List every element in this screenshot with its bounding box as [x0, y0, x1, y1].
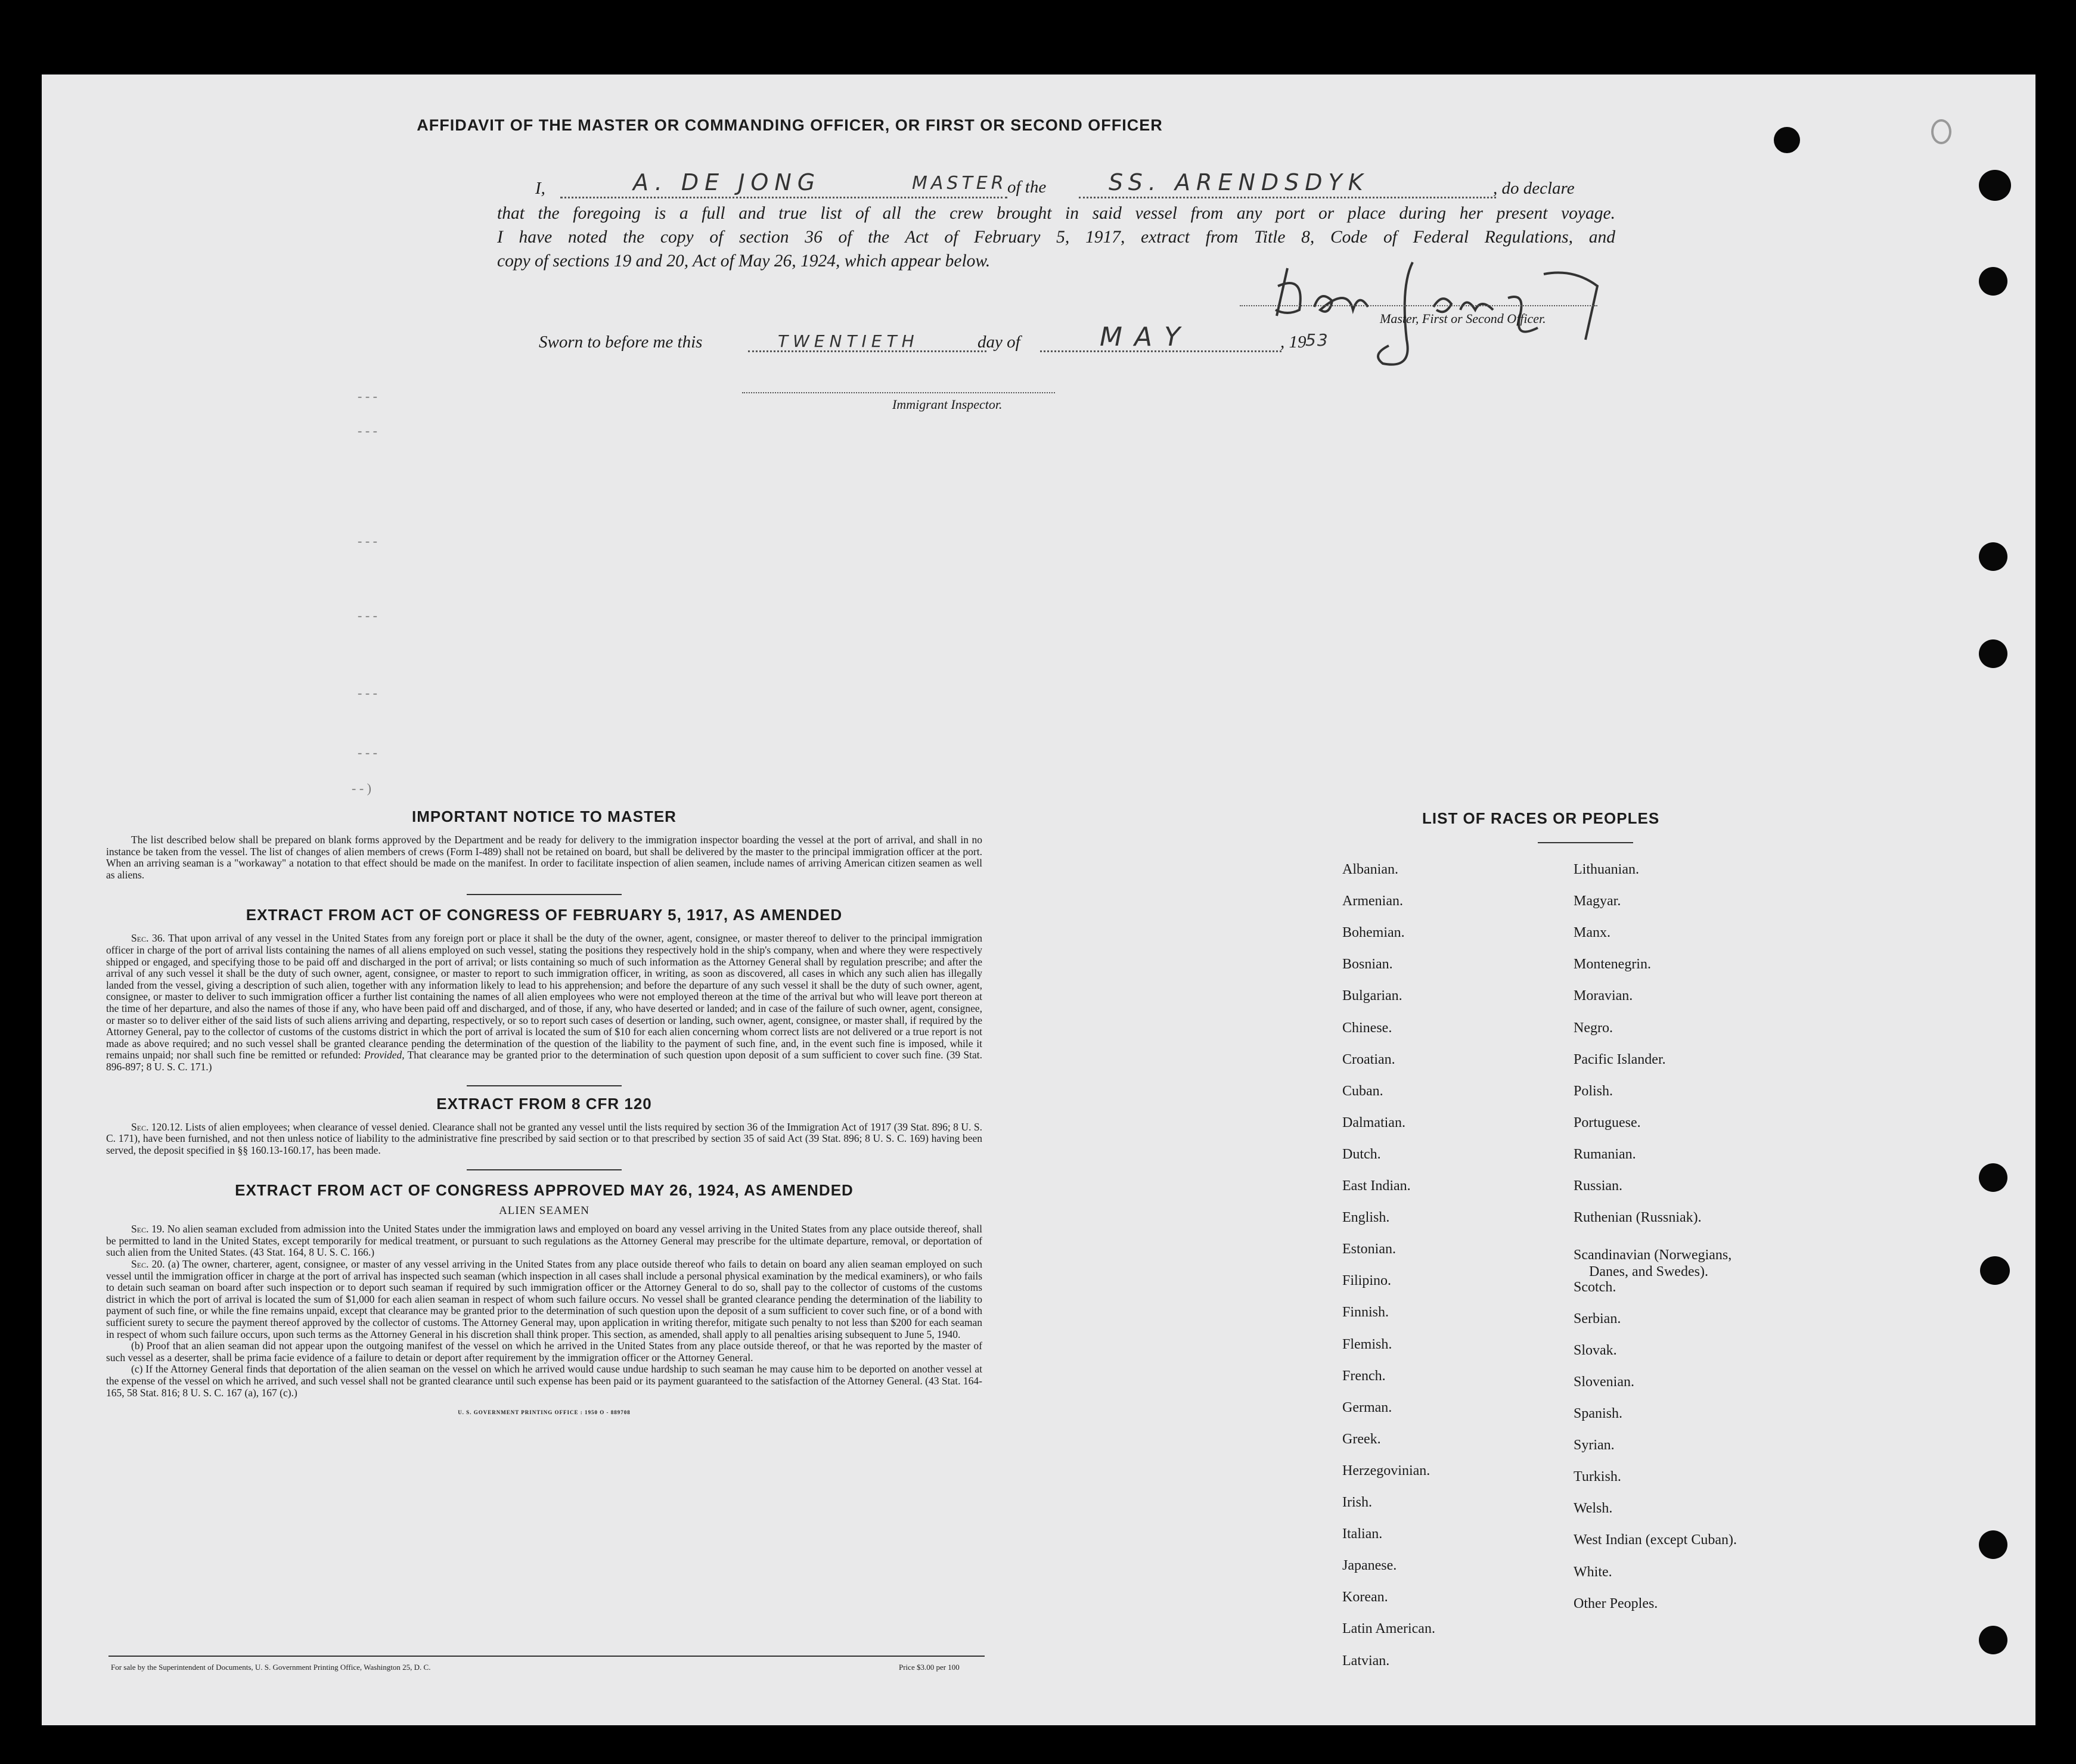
footer-left: For sale by the Superintendent of Documents, U. S. Government Printing Office, Washington 25, D. C.	[111, 1663, 431, 1672]
day-of-label: day of	[978, 333, 1020, 352]
race-item: White.	[1574, 1564, 1612, 1580]
race-item: Welsh.	[1574, 1501, 1613, 1517]
race-item: Scandinavian (Norwegians,	[1574, 1247, 1732, 1263]
race-item: Chinese.	[1342, 1020, 1392, 1036]
year-handwritten: 53	[1305, 330, 1329, 350]
race-item: Slovenian.	[1574, 1374, 1634, 1390]
race-item: Moravian.	[1574, 988, 1633, 1004]
inspector-caption: Immigrant Inspector.	[892, 397, 1003, 412]
sec-120-body: Lists of alien employees; when clearance of vessel denied. Clearance shall not be granted any vessel until the lists required by section 36 of the Immigration Act of 1917 (39 Stat. 896; 8 U. S. C. 171), have been furnished, and not then unless notice of liability to the administrative fine prescribed by said section or to that prescribed by section 35 of said Act (39 Stat. 896; 8 U. S. C. 169) having been served, the deposit specified in §§ 160.13-160.17, has been made.	[106, 1120, 982, 1156]
affidavit-i: I,	[535, 179, 545, 198]
binder-hole	[1979, 267, 2007, 296]
race-item: Negro.	[1574, 1020, 1613, 1036]
extract-1924-title: EXTRACT FROM ACT OF CONGRESS APPROVED MAY 26, 1924, AS AMENDED	[235, 1181, 854, 1200]
alien-seamen-subtitle: ALIEN SEAMEN	[499, 1204, 589, 1218]
left-column	[106, 808, 982, 1415]
sec-20-label: Sec. 20.	[131, 1258, 165, 1271]
vessel-name-handwritten: SS. ARENDSDYK	[1109, 169, 1369, 195]
race-item: Japanese.	[1342, 1558, 1397, 1574]
race-item: Bosnian.	[1342, 956, 1393, 973]
master-name-handwritten: A. DE JONG	[633, 169, 821, 195]
race-item: Flemish.	[1342, 1336, 1392, 1352]
rule	[467, 1085, 622, 1086]
race-item: Dalmatian.	[1342, 1114, 1405, 1131]
affidavit-line-4: copy of sections 19 and 20, Act of May 26, 1924, which appear below.	[497, 251, 991, 271]
race-item: West Indian (except Cuban).	[1574, 1532, 1737, 1548]
binder-hole	[1979, 1163, 2007, 1192]
races-title: LIST OF RACES OR PEOPLES	[1422, 809, 1660, 827]
affidavit-line-2: that the foregoing is a full and true list of all the crew brought in said vessel from any port or place during her present voyage.	[497, 204, 1615, 223]
binder-hole	[1979, 542, 2007, 571]
race-item: Cuban.	[1342, 1083, 1383, 1099]
of-the-label: of the	[1007, 178, 1047, 197]
race-item: German.	[1342, 1399, 1392, 1415]
race-item: Bulgarian.	[1342, 988, 1402, 1004]
margin-mark: - - -	[358, 423, 377, 438]
race-item: Danes, and Swedes).	[1589, 1264, 1708, 1280]
rank-handwritten: MASTER	[912, 173, 1007, 194]
notice-text: The list described below shall be prepared on blank forms approved by the Department and be ready for delivery to the immigration inspector boarding the vessel at the port of arrival, and shall in no instance be taken from the vessel. The list of changes of alien members of crews (Form I-489) shall not be retained on board, but shall be delivered by the master to the principal immigration officer at the port. When an arriving seaman is a "workaway" a notation to that effect should be made on the manifest. In order to facilitate inspection of alien seamen, include names of arriving American citizen seamen as well as aliens.	[106, 834, 982, 881]
race-item: Korean.	[1342, 1589, 1388, 1605]
month-handwritten: MAY	[1100, 322, 1192, 352]
notice-title: IMPORTANT NOTICE TO MASTER	[412, 808, 677, 825]
signature-caption: Master, First or Second Officer.	[1380, 311, 1546, 326]
race-item: Ruthenian (Russniak).	[1574, 1210, 1702, 1226]
race-item: Magyar.	[1574, 893, 1621, 909]
race-item: Turkish.	[1574, 1469, 1621, 1485]
race-item: Croatian.	[1342, 1051, 1395, 1067]
rule	[467, 894, 622, 895]
margin-mark: - - -	[358, 685, 377, 700]
race-item: Latvian.	[1342, 1653, 1390, 1669]
vessel-line	[1079, 197, 1496, 198]
race-item: Filipino.	[1342, 1273, 1392, 1289]
race-item: Pacific Islander.	[1574, 1051, 1666, 1067]
binder-hole	[1979, 639, 2007, 668]
footer-right: Price $3.00 per 100	[899, 1663, 960, 1672]
sworn-label: Sworn to before me this	[539, 333, 703, 352]
race-item: Italian.	[1342, 1526, 1383, 1542]
race-item: Estonian.	[1342, 1241, 1396, 1257]
race-item: East Indian.	[1342, 1178, 1411, 1194]
corner-ring-icon	[1931, 119, 1951, 144]
sec-120-label: Sec. 120.12.	[131, 1120, 183, 1133]
margin-mark: - - -	[358, 389, 377, 403]
year-prefix: , 19	[1280, 333, 1307, 352]
binder-hole	[1979, 1530, 2007, 1559]
race-item: Albanian.	[1342, 862, 1398, 877]
race-item: Polish.	[1574, 1083, 1613, 1099]
extract-cfr-title: EXTRACT FROM 8 CFR 120	[436, 1094, 652, 1113]
race-item: French.	[1342, 1368, 1386, 1384]
race-item: Dutch.	[1342, 1146, 1381, 1162]
race-item: Finnish.	[1342, 1305, 1389, 1321]
provided-label: Provided,	[364, 1049, 405, 1061]
rule	[467, 1169, 622, 1170]
binder-hole	[1979, 170, 2011, 201]
race-item: Rumanian.	[1574, 1146, 1636, 1162]
margin-mark: - - )	[352, 781, 371, 796]
sec-20b-text: (b) Proof that an alien seaman did not appear upon the outgoing manifest of the vessel on which he arrived in the United States from any place outside thereof, or that he was reported by the master of such vessel as a deserter, shall be prima facie evidence of a failure to detain or deport after requirement by the immigration officer or the Attorney General.	[106, 1340, 982, 1364]
race-item: Slovak.	[1574, 1342, 1617, 1358]
sec-36-end: That clearance may be granted prior to the determination of such question upon deposit of a sum sufficient to cover such fine. (39 Stat. 896-897; 8 U. S. C. 171.)	[106, 1049, 983, 1073]
margin-mark: - - -	[358, 533, 377, 548]
extract-1917-title: EXTRACT FROM ACT OF CONGRESS OF FEBRUARY 5, 1917, AS AMENDED	[246, 906, 843, 924]
sec-20c-text: (c) If the Attorney General finds that deportation of the alien seaman on the vessel on which he arrived would cause undue hardship to such seaman he may cause him to be deported on another vessel at the expense of the vessel on which he arrived, and such vessel shall not be granted clearance until such expense has been paid or its payment guaranteed to the satisfaction of the Attorney General. (43 Stat. 164-165, 58 Stat. 816; 8 U. S. C. 167 (a), 167 (c).)	[106, 1363, 982, 1399]
race-item: Serbian.	[1574, 1310, 1621, 1327]
affidavit-line-3: I have noted the copy of section 36 of the Act of February 5, 1917, extract from Title 8, Code of Federal Regulations, and	[497, 228, 1615, 247]
race-item: Russian.	[1574, 1178, 1623, 1194]
race-item: Portuguese.	[1574, 1114, 1641, 1131]
race-item: Syrian.	[1574, 1437, 1615, 1454]
sec-36-label: Sec. 36.	[131, 932, 165, 945]
sec-19-text	[106, 1223, 982, 1259]
margin-mark: - - -	[358, 608, 377, 623]
do-declare-label: , do declare	[1493, 179, 1575, 198]
extract-cfr-text	[106, 1122, 982, 1157]
sec-20a-body: (a) The owner, charterer, agent, consignee, or master of any vessel arriving in the United States from any place outside thereof who fails to detain on board any alien seaman employed on such vessel until the immigration officer in charge at the port of arrival has inspected such seaman (which inspection in all cases shall include a personal physical examination by the medical examiners), or who fails to detain such seaman on board after such inspection or to deport such seaman if required by such immigration officer or the Attorney General to do so, shall pay to the collector of customs of the customs district in which the port of arrival is located the sum of $1,000 for each alien seaman in respect of whom such failure occurs. No vessel shall be granted clearance pending the determination of the liability to payment of such fine, or while the fine remains unpaid, except that clearance may be granted prior to the determination of such question upon the deposit of a sum sufficient to cover such fine, or of a bond with sufficient surety to secure the payment thereof approved by the collector of customs. The Attorney General may, upon application in writing therefor, mitigate such penalty to not less than $200 for each seaman in respect of whom such failure occurs, upon such terms as the Attorney General in his discretion shall think proper. This section, as amended, shall apply to all penalties arising subsequent to June 5, 1940.	[106, 1258, 982, 1340]
race-item: Latin American.	[1342, 1621, 1435, 1637]
margin-mark: - - -	[358, 745, 377, 760]
race-item: Lithuanian.	[1574, 862, 1639, 877]
name-line	[560, 197, 1007, 198]
printing-office-line: U. S. GOVERNMENT PRINTING OFFICE : 1950 O - 889708	[458, 1409, 631, 1416]
binder-hole	[1774, 127, 1800, 153]
footer-rule	[108, 1656, 985, 1657]
race-item: Greek.	[1342, 1431, 1381, 1447]
race-item: Herzegovinian.	[1342, 1462, 1430, 1479]
races-title-rule	[1538, 842, 1633, 843]
affidavit-title: AFFIDAVIT OF THE MASTER OR COMMANDING OFFICER, OR FIRST OR SECOND OFFICER	[417, 116, 1163, 134]
sec-36-body: That upon arrival of any vessel in the United States from any foreign port or place it shall be the duty of the owner, agent, consignee, or master thereof to deliver to the principal immigration officer in charge of the port of arrival lists containing the names of all aliens employed on such vessel, stating the positions they respectively hold in the ship's company, when and where they were respectively shipped or engaged, and specifying those to be paid off and discharged in the port of arrival; or lists containing so much of such information as the Attorney General shall by regulation prescribe; and after the arrival of any such vessel it shall be the duty of such owner, agent, consignee, or master to report to such immigration officer, in writing, as soon as discovered, all cases in which any such alien has illegally landed from the vessel, giving a description of such alien, together with any information likely to lead to his apprehension; and before the departure of any such vessel it shall be the duty of such owner, agent, consignee, or master to deliver to such immigration officer a further list containing the names of all alien employees who were not employed thereon at the time of the arrival but who will leave port thereon at the time of her departure, and also the names of those if any, who have been paid off and discharged, and of those, if any, who have deserted or landed; and in case of the failure of such owner, agent, consignee, or master so to deliver either of the said lists of such aliens arriving and departing, respectively, or so to report such cases of desertion or landing, such owner, agent, consignee, or master shall, if required by the Attorney General, pay to the collector of customs of the customs district in which the port of arrival is located the sum of $10 for each alien concerning whom correct lists are not delivered or a true report is not made as above required; and no such vessel shall be granted clearance pending the determination of the question of the liability to the payment of such fine, and, in the event such fine is imposed, while it remains unpaid; nor shall such fine be remitted or refunded:	[106, 932, 982, 1061]
inspector-line	[742, 392, 1055, 393]
sec-19-body: No alien seaman excluded from admission into the United States under the immigration laws and employed on board any vessel arriving in the United States from any place outside thereof, shall be permitted to land in the United States, except temporarily for medical treatment, or pursuant to such regulations as the Attorney General may prescribe for the ultimate departure, removal, or deportation of such alien from the United States. (43 Stat. 164, 8 U. S. C. 166.)	[106, 1223, 983, 1259]
race-item: Armenian.	[1342, 893, 1403, 909]
sec-19-label: Sec. 19.	[131, 1223, 165, 1235]
extract-1917-text	[106, 933, 982, 1073]
sec-20a-text	[106, 1259, 982, 1340]
binder-hole	[1979, 1626, 2007, 1654]
race-item: English.	[1342, 1210, 1390, 1226]
race-item: Manx.	[1574, 925, 1610, 941]
race-item: Montenegrin.	[1574, 956, 1651, 973]
race-item: Other Peoples.	[1574, 1595, 1658, 1611]
signature-line	[1240, 305, 1597, 306]
race-item: Bohemian.	[1342, 925, 1405, 941]
race-item: Irish.	[1342, 1495, 1372, 1510]
binder-hole	[1980, 1256, 2010, 1285]
race-item: Scotch.	[1574, 1279, 1616, 1295]
race-item: Spanish.	[1574, 1406, 1623, 1421]
day-handwritten: TWENTIETH	[778, 331, 919, 351]
